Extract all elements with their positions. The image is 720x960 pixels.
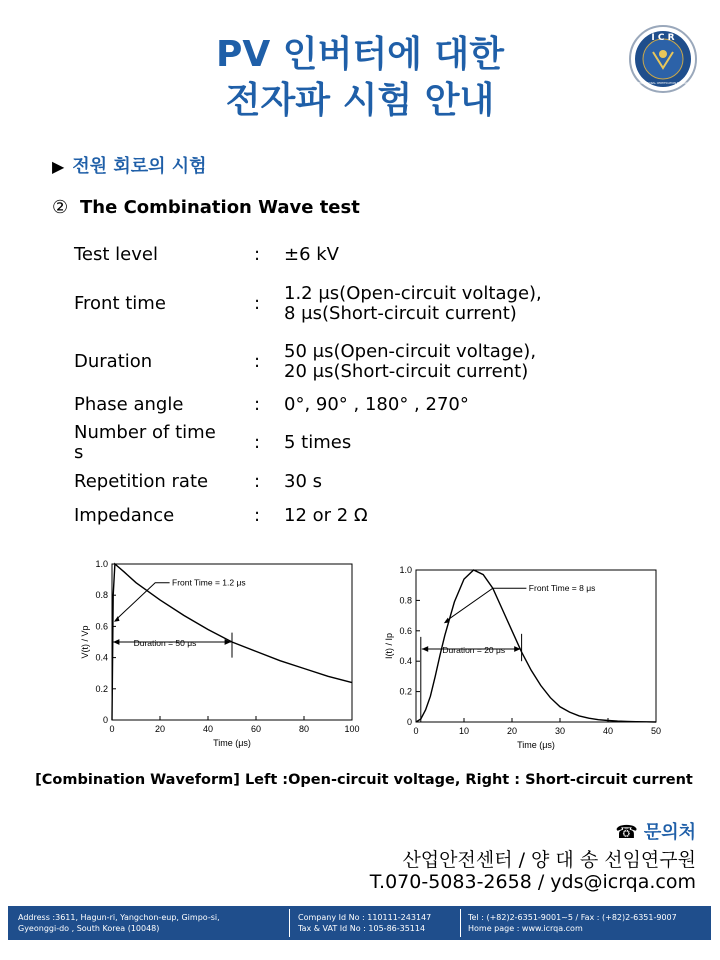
spec-value: 1.2 μs(Open-circuit voltage),: [284, 283, 542, 304]
spec-separator: :: [254, 351, 261, 372]
x-tick-label: 30: [554, 726, 566, 736]
duration-annotation: Duration = 50 μs: [133, 638, 197, 648]
figure-caption: [Combination Waveform] Left :Open-circuit voltage, Right : Short-circuit current: [35, 772, 693, 788]
x-tick-label: 0: [413, 726, 419, 736]
x-tick-label: 100: [344, 724, 360, 734]
footer-company-id: Company Id No : 110111-243147: [298, 913, 432, 922]
duration-annotation: Duration = 20 μs: [442, 645, 506, 656]
spec-separator: :: [254, 293, 261, 314]
phone-icon: ☎: [615, 822, 638, 843]
open-circuit-voltage-chart: [72, 556, 367, 756]
front-time-annotation: Front Time = 1.2 μs: [172, 577, 246, 588]
x-tick-label: 40: [202, 724, 214, 734]
y-tick-label: 0.6: [95, 621, 108, 632]
spec-value: 50 μs(Open-circuit voltage),: [284, 341, 537, 362]
y-tick-label: 0.4: [399, 656, 412, 667]
arrow-head: [422, 646, 428, 652]
spec-value: 30 s: [284, 471, 323, 492]
arrow-head: [444, 618, 450, 624]
x-tick-label: 60: [250, 724, 262, 734]
section-heading-text: 전원 회로의 시험: [72, 156, 207, 177]
logo-subtext: INTERNATIONAL CERTIFICATION RESEARCH: [635, 82, 691, 85]
contact-heading: [615, 818, 696, 844]
spec-separator: :: [254, 471, 261, 492]
footer-tel: Tel : (+82)2-6351-9001~5 / Fax : (+82)2-6351-9007: [468, 913, 677, 922]
footer-address-1: Address :3611, Hagun-ri, Yangchon-eup, Gimpo-si,: [18, 913, 220, 922]
spec-label: Impedance: [74, 505, 175, 526]
short-circuit-current-chart: [372, 558, 672, 758]
spec-value-line2: 8 μs(Short-circuit current): [284, 303, 517, 324]
y-tick-label: 0.2: [95, 683, 108, 694]
spec-value-line2: 20 μs(Short-circuit current): [284, 361, 529, 382]
logo-text: I C R: [651, 33, 675, 43]
y-tick-label: 0.4: [95, 652, 108, 663]
triangle-marker-icon: ▶: [52, 157, 65, 176]
y-tick-label: 1.0: [95, 559, 108, 569]
spec-separator: :: [254, 505, 261, 526]
y-tick-label: 0.8: [399, 595, 412, 606]
x-axis-label: Time (μs): [517, 740, 555, 750]
footer-bar: [8, 906, 711, 940]
spec-separator: :: [254, 394, 261, 415]
spec-label: Phase angle: [74, 394, 184, 415]
y-tick-label: 0.2: [399, 686, 412, 697]
page-title-line1: PV 인버터에 대한: [216, 34, 504, 75]
contact-line-1: 산업안전센터 / 양 대 송 선임연구원: [402, 849, 696, 871]
footer-divider: [289, 909, 290, 937]
spec-separator: :: [254, 244, 261, 265]
x-tick-label: 0: [109, 724, 115, 734]
subsection-title: The Combination Wave test: [80, 197, 360, 218]
spec-value: 0°, 90° , 180° , 270°: [284, 394, 469, 415]
y-axis-label: V(t) / Vp: [80, 625, 90, 659]
y-tick-label: 0: [406, 717, 412, 727]
footer-homepage[interactable]: Home page : www.icrqa.com: [468, 924, 583, 933]
x-tick-label: 10: [458, 726, 470, 736]
arrow-head: [113, 639, 119, 645]
y-tick-label: 0.6: [399, 625, 412, 636]
subsection-number: ②: [52, 197, 69, 218]
y-tick-label: 0: [102, 715, 108, 725]
spec-label: Front time: [74, 293, 166, 314]
y-tick-label: 0.8: [95, 590, 108, 601]
footer-divider: [460, 909, 461, 937]
contact-heading-text: 문의처: [643, 822, 696, 843]
spec-label: Duration: [74, 351, 153, 372]
spec-label: Test level: [74, 244, 158, 265]
icr-logo: [628, 24, 698, 94]
front-time-annotation: Front Time = 8 μs: [528, 583, 596, 594]
spec-value: ±6 kV: [284, 244, 339, 265]
footer-tax-id: Tax & VAT Id No : 105-86-35114: [298, 924, 426, 933]
subsection-heading: [52, 197, 360, 218]
page-title-line2: 전자파 시험 안내: [225, 80, 495, 121]
x-tick-label: 80: [298, 724, 310, 734]
section-heading: [52, 152, 207, 178]
x-axis-label: Time (μs): [213, 738, 251, 748]
footer-address-2: Gyeonggi-do , South Korea (10048): [18, 924, 160, 933]
contact-line-2: T.070-5083-2658 / yds@icrqa.com: [369, 871, 696, 893]
spec-label: Number of time: [74, 422, 216, 443]
spec-label: Repetition rate: [74, 471, 209, 492]
spec-label-line2: s: [74, 442, 84, 463]
x-tick-label: 20: [154, 724, 166, 734]
x-tick-label: 40: [602, 726, 614, 736]
y-axis-label: I(t) / Ip: [384, 632, 394, 660]
spec-value: 5 times: [284, 432, 352, 453]
x-tick-label: 20: [506, 726, 518, 736]
x-tick-label: 50: [650, 726, 662, 736]
spec-separator: :: [254, 432, 261, 453]
spec-value: 12 or 2 Ω: [284, 505, 368, 526]
y-tick-label: 1.0: [399, 565, 412, 575]
